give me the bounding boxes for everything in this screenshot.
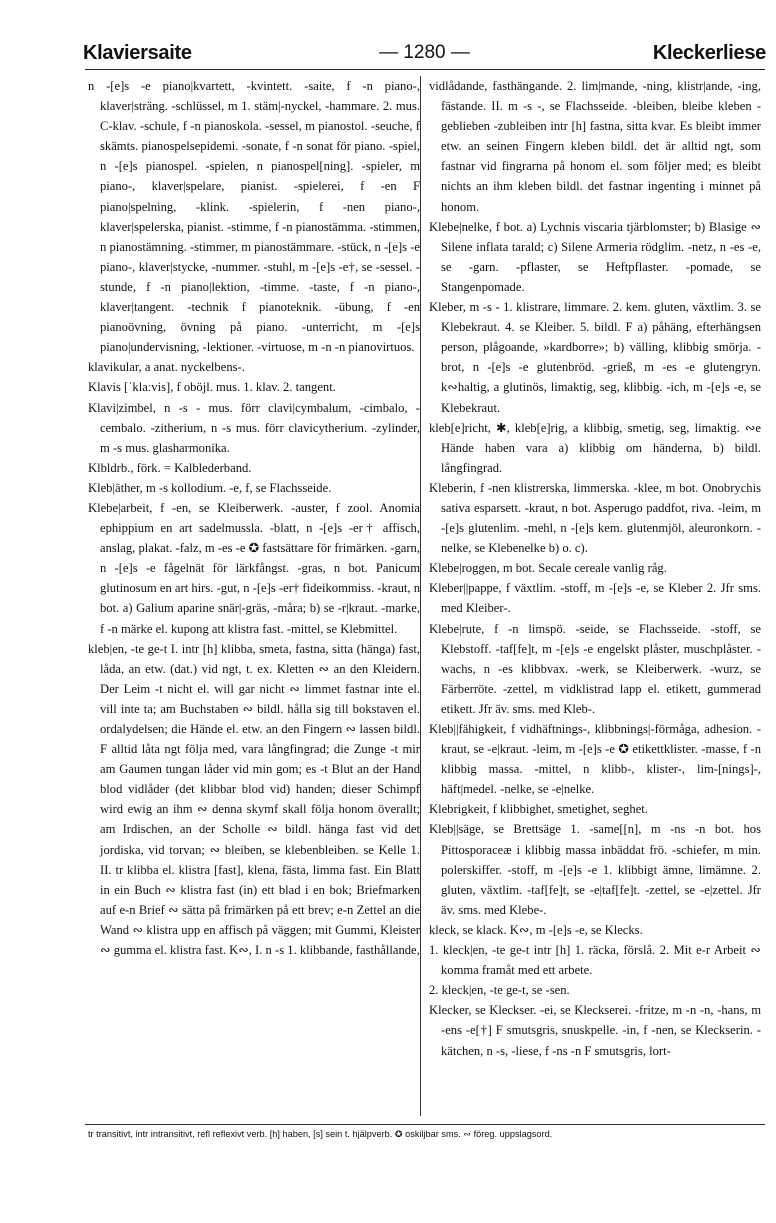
dictionary-entry: Kleber||pappe, f växtlim. -stoff, m -[e]s -e, se Kleber 2. Jfr sms. med Kleiber-. xyxy=(429,581,761,616)
right-guide-word: Kleckerliese xyxy=(652,42,766,64)
dictionary-entry: n -[e]s -e piano|kvartett, -kvintett. -saite, f -n piano-, klaver|sträng. -schlüssel, m 1. stäm|-nyckel, -hammare. 2. mus. C-klav. -schule, f -n pianoskola. -sessel, m pianostol. -seuche, f skämts. pianospelsepidemi. -sonate, f -n sonat för piano. -spiel, n -[e]s pianospel. -spielen, n pianospel[ning]. -spieler, m piano-, klaver|spelare, pianist. -spielerei, f -en F piano|spelning, -klink. -spielerin, f -nen piano-, klaver|spelerska, pianist. -stimme, f -n pianostämma. -stimmen, n pianostämning. -stimmer, m pianostämmare. -stück, n -[e]s -e piano-, klaver|stycke, -nummer. -stuhl, m -[e]s -e†, se -sessel. -stunde, f -n piano|lektion, -timme. -taste, f -n piano-, klaver|tangent. -technik f pianoteknik. -übung, f -en pianoövning, övning på piano. -unterricht, m -[e]s piano|undervisning, -lektioner. -virtuose, m -n -n pianovirtuos. xyxy=(88,79,420,355)
dictionary-entry: Kleb||fähigkeit, f vidhäftnings-, klibbnings|-förmåga, adhesion. -kraut, se -e|kraut. -leim, m -[e]s -e ✪ etikettklister. -masse, f -n klibbig massa. -mittel, n klibb-, klister-, lim-[nings]-, häft|medel. -nelke, se -e|nelke. xyxy=(429,722,761,797)
dictionary-entry: kleb[e]richt, ✱, kleb[e]rig, a klibbig, smetig, seg, limaktig. ∾e Hände haben vara a) klibbig om händerna, b) bildl. långfingrad. xyxy=(429,420,761,475)
right-column xyxy=(429,76,761,1116)
dictionary-entry: Klebe|nelke, f bot. a) Lychnis viscaria tjärblomster; b) Blasige ∾ Silene inflata tarald; c) Silene Armeria rödglim. -netz, n -es -e, se -garn. -pflaster, se Heftpflaster. -pomade, se Stangenpomade. xyxy=(429,219,761,294)
dictionary-entry: vidlådande, fasthängande. 2. lim|mande, -ning, klistr|ande, -ing, fästande. II. m -s -, se Flachsseide. -bleiben, bleibe kleben -geblieben -zubleiben intr [h] fastna, sitta kvar. Es bleibt immer etw. an seinen Fingern kleben bildl. det är alltid ngt, som fastnar vid fingrarna på honom el. som följer med; es bleibt nichts an ihm kleben bildl. det fastnar ingenting i minnet på honom. xyxy=(429,79,761,214)
header-rule xyxy=(85,69,765,70)
dictionary-entry: Klebe|rute, f -n limspö. -seide, se Flachsseide. -stoff, se Klebstoff. -taf[fe]t, m -[e]s -e engelskt plåster, muschplåster. -wachs, n -es klibbvax. -werk, se Kleiberwerk. -wurz, se Färberröte. -zettel, m vidklistrad lapp el. etikett, gummerad etikett. Jfr äv. sms. med Kleb-. xyxy=(429,621,761,716)
dictionary-entry: Kleberin, f -nen klistrerska, limmerska. -klee, m bot. Onobrychis sativa esparsett. -kraut, n bot. Asperugo paddfot, riva. -leim, m -[e]s glutenlim. -mehl, n -[e]s kem. glutenmjöl, aleuronkorn. -nelke, se Klebenelke b) o. c). xyxy=(429,480,761,556)
left-guide-word: Klaviersaite xyxy=(83,42,192,64)
dictionary-entry: Klecker, se Kleckser. -ei, se Kleckserei. -fritze, m -n -n, -hans, m -ens -e[†] F smutsgris, snuskpelle. -in, f -nen, se Kleckserin. -kätchen, n -s, -liese, f -ns -n F smutsgris, lort- xyxy=(429,1003,761,1058)
dictionary-entry: Klavis [ˈklaːvis], f oböjl. mus. 1. klav. 2. tangent. xyxy=(88,380,336,395)
dictionary-entry: kleck, se klack. K∾, m -[e]s -e, se Klecks. xyxy=(429,922,643,937)
dictionary-entry: Klebe|roggen, m bot. Secale cereale vanlig råg. xyxy=(429,561,667,576)
page-number: — 1280 — xyxy=(379,42,470,63)
abbreviation-legend: tr transitivt, intr intransitivt, refl reflexivt verb. [h] haben, [s] sein t. hjälpverb. ✪ oskiljbar sms. ∾ föreg. uppslagsord. xyxy=(88,1129,553,1139)
left-column xyxy=(88,76,420,1116)
dictionary-entry: Kleb||säge, se Brettsäge 1. -same[[n], m -ns -n bot. hos Pittosporaceæ i klibbig massa inbäddat frö. -schiefer, m min. polerskiffer. -stoff, m -[e]s -e 1. klibbigt ämne, limämne. 2. gluten, växtlim. -taf[fe]t, se -e|taf[fe]t. -zettel, se -e|zettel. Jfr äv. sms. med Klebe-. xyxy=(429,822,761,917)
dictionary-entry: Kleb|äther, m -s kollodium. -e, f, se Flachsseide. xyxy=(88,480,332,495)
dictionary-entry: klavikular, a anat. nyckelbens-. xyxy=(88,360,245,375)
dictionary-entry: Klebrigkeit, f klibbighet, smetighet, seghet. xyxy=(429,802,648,817)
dictionary-entry: Klebe|arbeit, f -en, se Kleiberwerk. -auster, f zool. Anomia ephippium en art sadelmussla. -blatt, n -[e]s -er† affisch, anslag, plakat. -falz, m -es -e ✪ fastsättare för frimärken. -garn, n -[e]s -e fågelnät för lärkfångst. -gras, n bot. Panicum glutinosum en art hirs. -gut, n -[e]s -er† fideikommiss. -kraut, n bot. a) Galium aparine snär|-gräs, -måra; b) se -r|kraut. -marke, f -n märke el. kupong att klistra fast. -mittel, se Klebmittel. xyxy=(88,500,420,636)
dictionary-entry: Kleber, m -s - 1. klistrare, limmare. 2. kem. gluten, växtlim. 3. se Klebekraut. 4. se Kleiber. 5. bildl. F a) påhäng, efterhängsen person, plågoande, »kardborre»; b) välling, klibbig smörja. -brot, n -[e]s -e glutenbröd. -grieß, m -es -e glutengryn. k∾haltig, a glutinös, limaktig, seg, klibbig. -ich, m -[e]s -e, se Klebekraut. xyxy=(429,300,761,415)
dictionary-entry: 2. kleck|en, -te ge-t, se -sen. xyxy=(429,983,570,998)
footer-rule xyxy=(85,1124,765,1125)
column-divider xyxy=(420,76,421,1116)
dictionary-entry: Klbldrb., förk. = Kalblederband. xyxy=(88,460,252,475)
dictionary-entry: Klavi|zimbel, n -s - mus. förr clavi|cymbalum, -cimbalo, -cembalo. -zitherium, n -s mus. förr clavicytherium. -zylinder, m -s mus. glasharmonika. xyxy=(88,400,420,455)
page-header xyxy=(83,38,766,68)
dictionary-entry: kleb|en, -te ge-t I. intr [h] klibba, smeta, fastna, sitta (hänga) fast, låda, an etw. (dat.) vid ngt, t. ex. Kletten ∾ an den Kleidern. Der Leim -t nicht el. will gar nicht ∾ limmet fastnar inte el. vill inte ta; am Buchstaben ∾ bildl. hålla sig till bokstaven el. ordalydelsen; die Hände el. etw. an den Fingern ∾ lassen bildl. F alltid låta ngt följa med, vara långfingrad; die Zunge -t mir am Gaumen tungan låder vid min gom; es -t Blut an der Hand blod vidlåder (det klibbar blod vid) handen; dieser Schimpf wird ewig an ihm ∾ denna skymf skall följa honom överallt; am Irdischen, an der Scholle ∾ bildl. hänga fast vid det jordiska, vid torvan; ∾ bleiben, se klebenbleiben. se Kelle 1. II. tr klibba el. klistra [fast], klena, fästa, limma fast. Ein Blatt in ein Buch ∾ klistra fast (in) ett blad i en bok; Briefmarken auf e-n Brief ∾ sätta på frimärken på ett brev; e-n Zettel an die Wand ∾ klistra upp en affisch på väggen; mit Gummi, Kleister ∾ gumma el. klistra fast. K∾, I. n -s 1. klibbande, fasthållande, xyxy=(88,641,420,958)
dictionary-entry: 1. kleck|en, -te ge-t intr [h] 1. räcka, förslå. 2. Mit e-r Arbeit ∾ komma framåt med ett arbete. xyxy=(429,943,761,978)
